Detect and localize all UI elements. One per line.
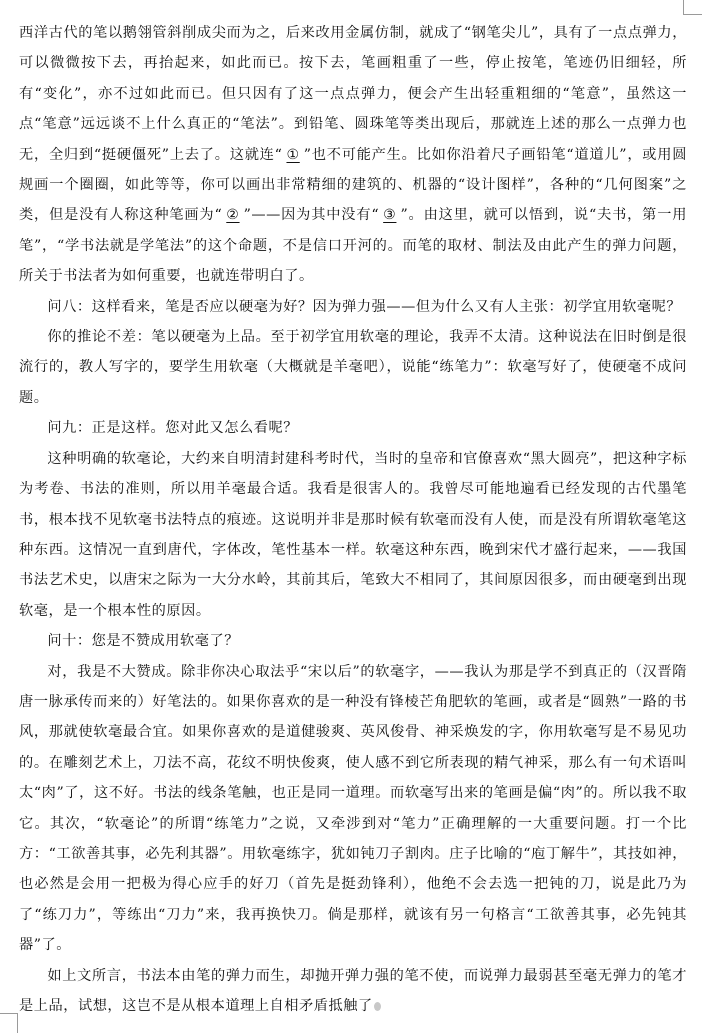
article-body[interactable]: [19, 18, 687, 1021]
paragraph-text: 西洋古代的笔以鹅翎管斜削成尖而为之，后来改用金属仿制，就成了“钢笔尖儿”，具有了一点点弹力，可以微微按下去，再抬起来，如此而已。按下去，笔画粗重了一些，停止按笔，笔迹仍旧细轻，所有“变化”，亦不过如此而已。但只因有了这一点点弹力，便会产生出轻重粗细的“笔意”，虽然这一点“笔意”远远谈不上什么真正的“笔法”。到铅笔、圆珠笔等类出现后，那就连上述的那么一点弹力也无，全归到“挺硬僵死”上去了。这就连“: [19, 25, 687, 163]
paragraph-text: ”也不可能产生。比如你沿着尺子画铅笔“道道儿”，或用圆规画一个圈圈，如此等等，你可以画出非常精细的建筑的、机器的“设计图样”，各种的“几何图案”之类，但是没有人称这种笔画为“: [19, 146, 687, 224]
paragraph-p6: [19, 626, 687, 656]
paragraph-p8: [19, 961, 687, 1022]
fill-in-blank: ③: [383, 207, 397, 224]
paragraph-text: 这种明确的软毫论，大约来自明清封建科考时代，当时的皇帝和官僚喜欢“黑大圆亮”，把这种字标为考卷、书法的准则，所以用羊毫最合适。我看是很害人的。我曾尽可能地遍看已经发现的古代墨笔书，根本找不见软毫书法特点的痕迹。这说明并非是那时候有软毫而没有人使，而是没有所谓软毫笔这种东西。这情况一直到唐代，字体改，笔性基本一样。软毫这种东西，晚到宋代才盛行起来，——我国书法艺术史，以唐宋之际为一大分水岭，其前其后，笔致大不相同了，其间原因很多，而由硬毫到出现软毫，是一个根本性的原因。: [19, 450, 687, 619]
paragraph-p1: [19, 18, 687, 292]
paragraph-text: 如上文所言，书法本由笔的弹力而生，却抛开弹力强的笔不使，而说弹力最弱甚至毫无弹力的笔才是上品，试想，这岂不是从根本道理上自相矛盾抵触了: [19, 967, 687, 1014]
paragraph-p7: [19, 657, 687, 961]
fill-in-blank: ②: [226, 207, 240, 224]
text-cursor-icon: [374, 1002, 381, 1011]
paragraph-text: 对，我是不大赞成。除非你决心取法乎“宋以后”的软毫字，——我认为那是学不到真正的（汉晋隋唐一脉承传而来的）好笔法的。如果你喜欢的是一种没有锋棱芒角肥软的笔画，或者是“圆熟”一路的书风，那就使软毫最合宜。如果你喜欢的是道健骏爽、英风俊骨、神采焕发的字，你用软毫写是不易见功的。在雕刻艺术上，刀法不高，花纹不明快俊爽，使人感不到它所表现的精气神采，那么有一句术语叫太“肉”了，这不好。书法的线条笔触，也正是同一道理。而软毫写出来的笔画是偏“肉”的。所以我不取它。其次，“软毫论”的所谓“练笔力”之说，又牵涉到对“笔力”正确理解的一大重要问题。打一个比方：“工欲善其事，必先利其器”。用软毫练字，犹如钝刀子割肉。庄子比喻的“庖丁解牛”，其技如神，也必然是会用一把极为得心应手的好刀（首先是挺劲锋利），他绝不会去选一把钝的刀，说是此乃为了“练刀力”，等练出“刀力”来，我再换快刀。倘是那样，就该有另一句格言“工欲善其事，必先钝其器”了。: [19, 663, 687, 954]
paragraph-text: 你的推论不差：笔以硬毫为上品。至于初学宜用软毫的理论，我弄不太清。这种说法在旧时倒是很流行的，教人写字的，要学生用软毫（大概就是羊毫吧），说能“练笔力”：软毫写好了，使硬毫不成问题。: [19, 329, 687, 406]
paragraph-text: 问八：这样看来，笔是否应以硬毫为好？因为弹力强——但为什么又有人主张：初学宜用软毫呢？: [47, 298, 682, 315]
paragraph-p3: [19, 322, 687, 413]
paragraph-text: ”——因为其中没有“: [243, 207, 380, 224]
bottom-left-crop-mark: [0, 1013, 18, 1033]
paragraph-p5: [19, 444, 687, 626]
paragraph-p4: [19, 413, 687, 443]
paragraph-text: ”。由这里，就可以悟到，说“夫书，第一用笔”，“学书法就是学笔法”的这个命题，不是信口开河的。而笔的取材、制法及由此产生的弹力问题，所关于书法者为如何重要，也就连带明白了。: [19, 207, 687, 285]
paragraph-text: 问九：正是这样。您对此又怎么看呢？: [47, 420, 298, 437]
paragraph-p2: [19, 292, 687, 322]
top-right-crop-mark: [683, 0, 702, 15]
paragraph-text: 问十：您是不赞成用软毫了？: [47, 633, 239, 650]
fill-in-blank: ①: [286, 146, 300, 163]
